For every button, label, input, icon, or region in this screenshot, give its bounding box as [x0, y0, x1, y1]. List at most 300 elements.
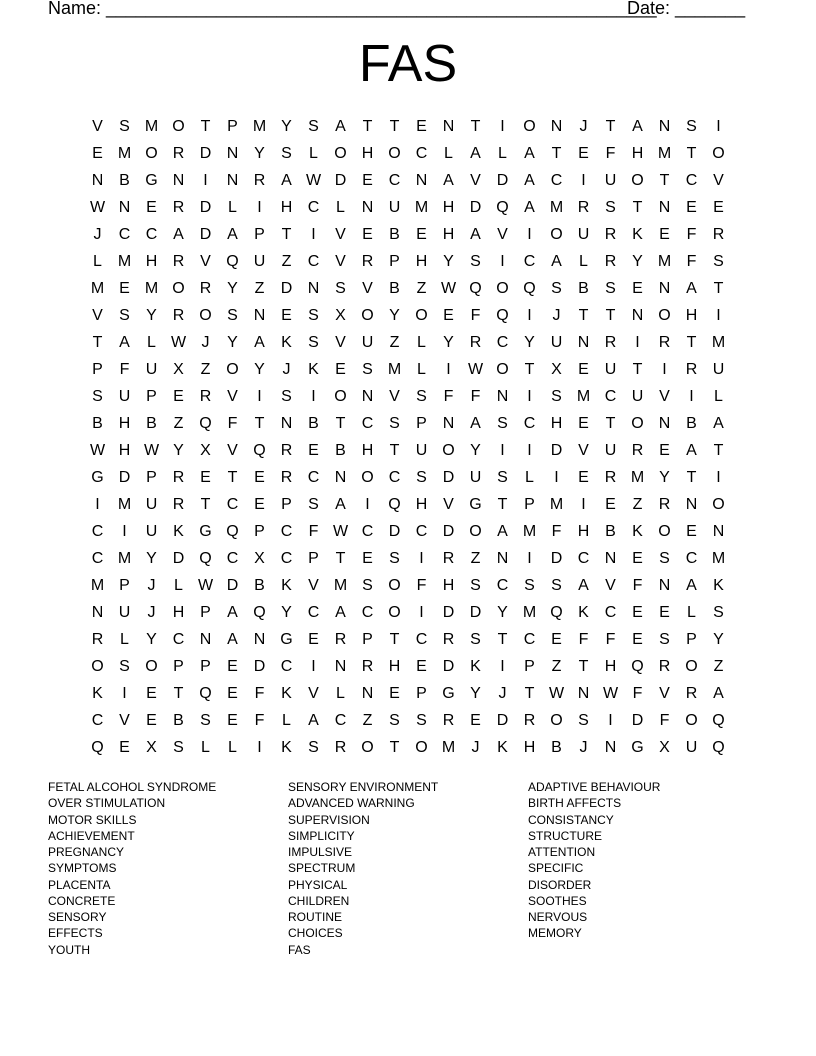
- grid-letter: N: [631, 307, 644, 324]
- grid-letter: X: [551, 361, 562, 378]
- grid-letter: X: [254, 550, 265, 567]
- grid-letter: A: [524, 172, 535, 189]
- grid-letter: N: [334, 469, 347, 486]
- grid-letter: C: [523, 631, 536, 648]
- grid-letter: D: [469, 199, 482, 216]
- grid-letter: X: [335, 307, 346, 324]
- grid-letter: L: [525, 469, 534, 486]
- grid-letter: M: [333, 577, 348, 594]
- grid-letter: Y: [281, 118, 292, 135]
- grid-letter: T: [578, 658, 589, 675]
- grid-letter: N: [91, 604, 104, 621]
- grid-letter: S: [389, 550, 400, 567]
- grid-letter: E: [632, 280, 643, 297]
- grid-letter: Q: [631, 658, 644, 675]
- grid-letter: F: [254, 712, 265, 729]
- grid-letter: T: [362, 118, 373, 135]
- grid-letter: H: [415, 253, 428, 270]
- grid-letter: Z: [470, 550, 481, 567]
- grid-letter: P: [308, 550, 319, 567]
- grid-letter: P: [362, 631, 373, 648]
- grid-letter: R: [172, 145, 185, 162]
- grid-letter: T: [335, 550, 346, 567]
- grid-letter: S: [713, 253, 724, 270]
- grid-letter: J: [201, 334, 210, 351]
- grid-letter: D: [199, 145, 212, 162]
- grid-letter: A: [524, 199, 535, 216]
- grid-letter: E: [227, 685, 238, 702]
- grid-letter: P: [281, 496, 292, 513]
- grid-letter: M: [549, 199, 564, 216]
- grid-letter: Z: [389, 334, 400, 351]
- grid-letter: B: [389, 226, 400, 243]
- grid-letter: M: [657, 253, 672, 270]
- word-list-item: SYMPTOMS: [48, 861, 117, 876]
- grid-letter: D: [199, 199, 212, 216]
- grid-letter: O: [172, 118, 185, 135]
- grid-letter: U: [550, 334, 563, 351]
- grid-letter: A: [470, 145, 481, 162]
- grid-letter: N: [280, 415, 293, 432]
- word-list-item: PHYSICAL: [288, 877, 348, 892]
- grid-letter: O: [145, 658, 158, 675]
- grid-letter: V: [605, 577, 616, 594]
- grid-letter: F: [470, 388, 481, 405]
- grid-letter: U: [361, 334, 374, 351]
- grid-letter: P: [416, 415, 427, 432]
- grid-letter: F: [686, 226, 697, 243]
- grid-letter: A: [308, 712, 319, 729]
- grid-letter: Y: [470, 685, 481, 702]
- word-list-item: BIRTH AFFECTS: [528, 796, 622, 811]
- grid-letter: N: [712, 523, 725, 540]
- grid-letter: V: [227, 442, 238, 459]
- grid-letter: C: [604, 604, 617, 621]
- grid-letter: I: [500, 658, 505, 675]
- grid-letter: C: [361, 523, 374, 540]
- grid-letter: C: [91, 712, 104, 729]
- grid-letter: I: [419, 604, 424, 621]
- grid-row: [84, 248, 732, 275]
- grid-letter: E: [362, 550, 373, 567]
- grid-letter: M: [144, 280, 159, 297]
- name-field-label: Name: _______________________________________________________: [48, 0, 657, 18]
- grid-letter: Q: [199, 685, 212, 702]
- grid-letter: C: [226, 550, 239, 567]
- grid-letter: U: [145, 496, 158, 513]
- grid-letter: C: [388, 469, 401, 486]
- page-title: FAS: [358, 35, 458, 93]
- grid-letter: C: [172, 631, 185, 648]
- grid-letter: U: [145, 361, 158, 378]
- grid-letter: P: [119, 577, 130, 594]
- grid-letter: Z: [200, 361, 211, 378]
- grid-letter: D: [631, 712, 644, 729]
- grid-letter: R: [334, 631, 347, 648]
- grid-letter: B: [254, 577, 265, 594]
- grid-letter: Z: [362, 712, 373, 729]
- grid-letter: I: [122, 685, 127, 702]
- grid-letter: H: [118, 442, 131, 459]
- grid-letter: C: [523, 253, 536, 270]
- grid-letter: G: [469, 496, 482, 513]
- grid-letter: C: [496, 334, 509, 351]
- grid-letter: C: [415, 523, 428, 540]
- grid-letter: Q: [199, 415, 212, 432]
- grid-letter: I: [446, 361, 451, 378]
- grid-letter: W: [197, 577, 214, 594]
- grid-letter: Z: [713, 658, 724, 675]
- grid-letter: H: [361, 442, 374, 459]
- grid-letter: K: [281, 685, 292, 702]
- grid-letter: N: [172, 172, 185, 189]
- grid-letter: S: [416, 712, 427, 729]
- grid-letter: S: [308, 334, 319, 351]
- grid-letter: E: [443, 307, 454, 324]
- grid-row: [84, 464, 732, 491]
- grid-letter: E: [659, 226, 670, 243]
- word-list-item: ACHIEVEMENT: [48, 828, 135, 843]
- grid-letter: R: [334, 739, 347, 756]
- grid-letter: L: [174, 577, 183, 594]
- grid-letter: D: [199, 226, 212, 243]
- grid-letter: T: [335, 415, 346, 432]
- word-list-item: CONSISTANCY: [528, 812, 614, 827]
- grid-letter: A: [443, 172, 454, 189]
- grid-letter: L: [201, 739, 210, 756]
- grid-letter: G: [199, 523, 212, 540]
- word-list-item: CONCRETE: [48, 893, 116, 908]
- grid-letter: P: [200, 604, 211, 621]
- grid-letter: E: [659, 604, 670, 621]
- grid-letter: N: [361, 199, 374, 216]
- grid-letter: B: [605, 523, 616, 540]
- grid-letter: I: [716, 469, 721, 486]
- grid-letter: E: [686, 199, 697, 216]
- grid-letter: F: [227, 415, 238, 432]
- grid-row: [84, 491, 732, 518]
- grid-letter: T: [173, 685, 184, 702]
- grid-row: [84, 329, 732, 356]
- grid-letter: T: [605, 118, 616, 135]
- grid-letter: T: [713, 280, 724, 297]
- grid-letter: P: [416, 685, 427, 702]
- grid-letter: T: [686, 334, 697, 351]
- grid-letter: E: [632, 550, 643, 567]
- grid-letter: V: [659, 685, 670, 702]
- grid-letter: C: [91, 523, 104, 540]
- grid-letter: K: [281, 334, 292, 351]
- grid-letter: Y: [227, 280, 238, 297]
- grid-letter: P: [524, 658, 535, 675]
- grid-letter: R: [280, 469, 293, 486]
- grid-letter: E: [308, 442, 319, 459]
- grid-letter: A: [335, 118, 346, 135]
- grid-letter: K: [281, 577, 292, 594]
- grid-letter: O: [523, 118, 536, 135]
- grid-letter: L: [498, 145, 507, 162]
- word-list-item: EFFECTS: [48, 926, 103, 941]
- grid-letter: E: [470, 712, 481, 729]
- grid-letter: M: [144, 118, 159, 135]
- grid-letter: E: [146, 685, 157, 702]
- grid-letter: R: [172, 469, 185, 486]
- grid-letter: S: [281, 388, 292, 405]
- grid-letter: T: [686, 469, 697, 486]
- grid-letter: K: [173, 523, 184, 540]
- grid-letter: L: [336, 199, 345, 216]
- grid-letter: O: [145, 145, 158, 162]
- grid-letter: I: [257, 739, 262, 756]
- grid-letter: A: [173, 226, 184, 243]
- word-list-item: CHOICES: [288, 926, 343, 941]
- grid-letter: H: [523, 739, 536, 756]
- grid-letter: N: [658, 577, 671, 594]
- grid-letter: F: [632, 685, 643, 702]
- grid-letter: A: [713, 685, 724, 702]
- grid-letter: Y: [524, 334, 535, 351]
- grid-letter: O: [388, 604, 401, 621]
- word-list-item: SPECIFIC: [528, 861, 584, 876]
- grid-letter: E: [200, 469, 211, 486]
- grid-letter: Z: [254, 280, 265, 297]
- grid-letter: E: [578, 469, 589, 486]
- grid-letter: A: [686, 442, 697, 459]
- grid-letter: A: [632, 118, 643, 135]
- grid-letter: S: [659, 550, 670, 567]
- grid-letter: O: [199, 307, 212, 324]
- grid-letter: B: [551, 739, 562, 756]
- grid-row: [84, 113, 732, 140]
- grid-letter: D: [172, 550, 185, 567]
- grid-letter: H: [631, 145, 644, 162]
- grid-letter: T: [389, 739, 400, 756]
- grid-letter: V: [497, 226, 508, 243]
- grid-letter: D: [118, 469, 131, 486]
- grid-letter: I: [527, 226, 532, 243]
- grid-letter: J: [552, 307, 561, 324]
- word-list-item: ADAPTIVE BEHAVIOUR: [528, 780, 661, 794]
- grid-letter: N: [577, 334, 590, 351]
- grid-letter: D: [280, 280, 293, 297]
- grid-letter: Y: [659, 469, 670, 486]
- grid-letter: B: [686, 415, 697, 432]
- grid-letter: D: [550, 442, 563, 459]
- grid-letter: X: [200, 442, 211, 459]
- grid-row: [84, 356, 732, 383]
- grid-letter: E: [227, 658, 238, 675]
- grid-letter: E: [551, 631, 562, 648]
- grid-letter: N: [496, 550, 509, 567]
- grid-letter: P: [92, 361, 103, 378]
- grid-letter: Z: [173, 415, 184, 432]
- grid-letter: N: [604, 550, 617, 567]
- word-list-item: PLACENTA: [48, 877, 111, 892]
- grid-letter: V: [308, 577, 319, 594]
- grid-letter: U: [604, 442, 617, 459]
- grid-letter: H: [442, 226, 455, 243]
- grid-letter: M: [711, 550, 726, 567]
- grid-letter: Z: [416, 280, 427, 297]
- grid-letter: P: [146, 469, 157, 486]
- grid-letter: Y: [254, 361, 265, 378]
- grid-letter: N: [91, 172, 104, 189]
- grid-letter: B: [335, 442, 346, 459]
- grid-letter: E: [227, 712, 238, 729]
- grid-letter: Q: [550, 604, 563, 621]
- grid-letter: R: [172, 307, 185, 324]
- grid-letter: Y: [497, 604, 508, 621]
- grid-letter: F: [605, 145, 616, 162]
- grid-row: [84, 140, 732, 167]
- grid-letter: W: [170, 334, 187, 351]
- grid-letter: I: [419, 550, 424, 567]
- grid-letter: O: [469, 523, 482, 540]
- grid-letter: E: [416, 118, 427, 135]
- grid-letter: U: [253, 253, 266, 270]
- grid-letter: P: [146, 388, 157, 405]
- grid-letter: L: [417, 361, 426, 378]
- grid-letter: N: [658, 415, 671, 432]
- word-list-item: ADVANCED WARNING: [288, 796, 415, 811]
- grid-letter: I: [311, 226, 316, 243]
- grid-letter: R: [658, 658, 671, 675]
- word-list-item: PREGNANCY: [48, 845, 125, 859]
- grid-letter: E: [578, 145, 589, 162]
- word-list-item: DISORDER: [528, 877, 592, 892]
- grid-letter: E: [416, 226, 427, 243]
- grid-row: [84, 626, 732, 653]
- grid-letter: R: [280, 442, 293, 459]
- grid-letter: T: [605, 415, 616, 432]
- grid-letter: S: [686, 118, 697, 135]
- word-list-item: SENSORY ENVIRONMENT: [288, 780, 439, 794]
- word-search-grid: [84, 113, 732, 761]
- grid-letter: Z: [281, 253, 292, 270]
- grid-letter: O: [496, 280, 509, 297]
- grid-letter: E: [335, 361, 346, 378]
- grid-letter: D: [442, 523, 455, 540]
- grid-letter: Q: [226, 523, 239, 540]
- grid-letter: V: [659, 388, 670, 405]
- grid-letter: Q: [712, 739, 725, 756]
- grid-letter: H: [361, 145, 374, 162]
- grid-letter: I: [527, 388, 532, 405]
- grid-letter: L: [336, 685, 345, 702]
- grid-letter: C: [361, 415, 374, 432]
- grid-letter: V: [389, 388, 400, 405]
- grid-letter: F: [659, 712, 670, 729]
- grid-row: [84, 734, 732, 761]
- grid-letter: O: [415, 739, 428, 756]
- grid-letter: R: [685, 685, 698, 702]
- grid-letter: D: [442, 658, 455, 675]
- grid-row: [84, 572, 732, 599]
- grid-letter: R: [577, 199, 590, 216]
- grid-letter: A: [686, 577, 697, 594]
- grid-letter: E: [92, 145, 103, 162]
- grid-letter: F: [470, 307, 481, 324]
- grid-letter: A: [281, 172, 292, 189]
- grid-letter: D: [469, 604, 482, 621]
- grid-letter: V: [335, 334, 346, 351]
- grid-letter: I: [581, 496, 586, 513]
- grid-letter: E: [362, 226, 373, 243]
- grid-letter: N: [550, 118, 563, 135]
- grid-letter: V: [92, 307, 103, 324]
- grid-letter: P: [389, 253, 400, 270]
- grid-letter: U: [631, 388, 644, 405]
- grid-letter: Y: [227, 334, 238, 351]
- grid-letter: R: [712, 226, 725, 243]
- grid-letter: N: [361, 685, 374, 702]
- grid-letter: S: [362, 577, 373, 594]
- grid-row: [84, 167, 732, 194]
- grid-letter: M: [90, 280, 105, 297]
- grid-letter: K: [281, 739, 292, 756]
- grid-letter: L: [93, 253, 102, 270]
- grid-letter: O: [685, 712, 698, 729]
- grid-letter: K: [497, 739, 508, 756]
- grid-letter: U: [415, 442, 428, 459]
- grid-letter: F: [443, 388, 454, 405]
- word-list-item: SENSORY: [48, 910, 107, 924]
- grid-letter: K: [308, 361, 319, 378]
- grid-letter: E: [362, 172, 373, 189]
- grid-letter: T: [92, 334, 103, 351]
- grid-letter: E: [686, 523, 697, 540]
- grid-letter: J: [282, 361, 291, 378]
- grid-letter: V: [713, 172, 724, 189]
- grid-letter: S: [308, 496, 319, 513]
- grid-letter: R: [469, 334, 482, 351]
- grid-letter: M: [657, 145, 672, 162]
- grid-letter: I: [527, 442, 532, 459]
- word-list-item: ROUTINE: [288, 910, 342, 924]
- grid-letter: V: [362, 280, 373, 297]
- grid-letter: A: [227, 604, 238, 621]
- grid-letter: U: [145, 523, 158, 540]
- grid-letter: J: [579, 118, 588, 135]
- grid-letter: S: [173, 739, 184, 756]
- grid-letter: W: [440, 280, 457, 297]
- grid-letter: H: [577, 523, 590, 540]
- grid-letter: D: [226, 577, 239, 594]
- grid-letter: J: [93, 226, 102, 243]
- grid-letter: K: [632, 226, 643, 243]
- grid-letter: S: [227, 307, 238, 324]
- grid-letter: L: [147, 334, 156, 351]
- word-list-column: [528, 779, 768, 958]
- grid-letter: A: [524, 145, 535, 162]
- grid-row: [84, 545, 732, 572]
- grid-letter: T: [497, 631, 508, 648]
- grid-letter: Q: [496, 199, 509, 216]
- word-list-item: YOUTH: [48, 942, 90, 957]
- grid-letter: C: [604, 388, 617, 405]
- grid-letter: I: [95, 496, 100, 513]
- grid-letter: S: [119, 118, 130, 135]
- grid-letter: U: [577, 226, 590, 243]
- grid-letter: K: [92, 685, 103, 702]
- grid-letter: C: [280, 658, 293, 675]
- grid-letter: E: [173, 388, 184, 405]
- grid-letter: M: [549, 496, 564, 513]
- grid-letter: U: [712, 361, 725, 378]
- grid-letter: T: [686, 145, 697, 162]
- grid-letter: O: [388, 577, 401, 594]
- grid-letter: C: [496, 577, 509, 594]
